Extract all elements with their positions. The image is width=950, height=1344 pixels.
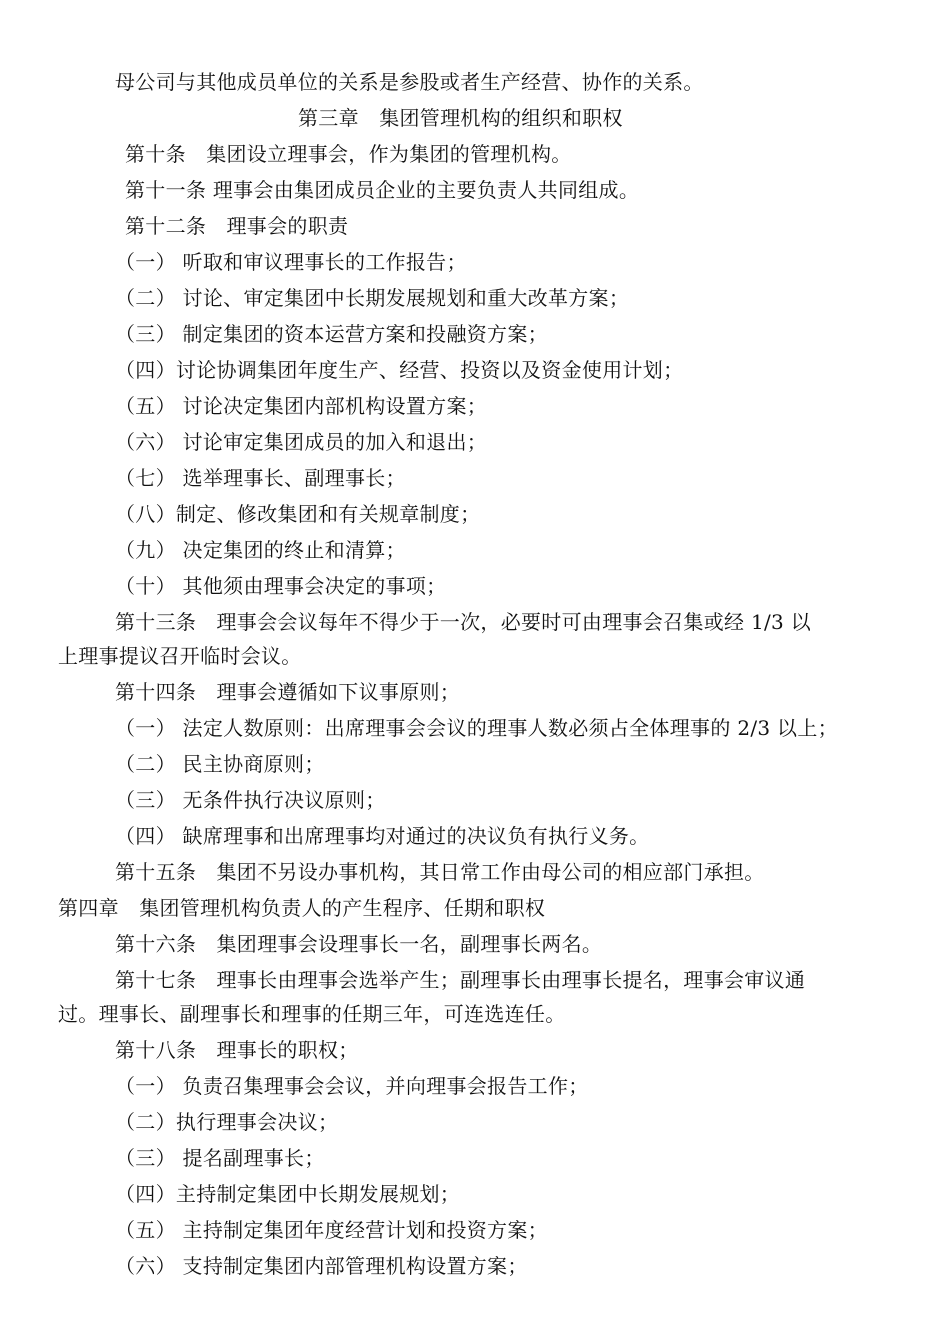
chapter-heading: 第四章 集团管理机构负责人的产生程序、任期和职权 xyxy=(58,896,546,920)
list-item: （六） 支持制定集团内部管理机构设置方案； xyxy=(115,1254,528,1278)
list-item: （一） 听取和审议理事长的工作报告； xyxy=(115,250,467,274)
list-item: （四）讨论协调集团年度生产、经营、投资以及资金使用计划； xyxy=(115,358,684,382)
list-item: （三） 无条件执行决议原则； xyxy=(115,788,386,812)
list-item: （二） 讨论、审定集团中长期发展规划和重大改革方案； xyxy=(115,286,630,310)
list-item: （二）执行理事会决议； xyxy=(115,1110,339,1134)
article-line: 第十二条 理事会的职责 xyxy=(125,214,349,238)
list-item: （五） 主持制定集团年度经营计划和投资方案； xyxy=(115,1218,548,1242)
article-line: 第十三条 理事会会议每年不得少于一次，必要时可由理事会召集或经 1/3 以 xyxy=(115,610,812,634)
list-item: （六） 讨论审定集团成员的加入和退出； xyxy=(115,430,488,454)
article-line: 第十五条 集团不另设办事机构，其日常工作由母公司的相应部门承担。 xyxy=(115,860,765,884)
list-item: （七） 选举理事长、副理事长； xyxy=(115,466,406,490)
list-item: （一） 负责召集理事会会议，并向理事会报告工作； xyxy=(115,1074,589,1098)
list-item: （九） 决定集团的终止和清算； xyxy=(115,538,406,562)
article-line: 第十七条 理事长由理事会选举产生；副理事长由理事长提名，理事会审议通 xyxy=(115,968,806,992)
paragraph-continuation: 过。理事长、副理事长和理事的任期三年，可连选连任。 xyxy=(58,1002,566,1026)
list-item: （五） 讨论决定集团内部机构设置方案； xyxy=(115,394,488,418)
article-line: 第十四条 理事会遵循如下议事原则； xyxy=(115,680,461,704)
article-line: 第十八条 理事长的职权； xyxy=(115,1038,359,1062)
article-line: 第十条 集团设立理事会，作为集团的管理机构。 xyxy=(125,142,572,166)
list-item: （二） 民主协商原则； xyxy=(115,752,325,776)
list-item: （十） 其他须由理事会决定的事项； xyxy=(115,574,447,598)
list-item: （八）制定、修改集团和有关规章制度； xyxy=(115,502,481,526)
list-item: （四）主持制定集团中长期发展规划； xyxy=(115,1182,461,1206)
list-item: （三） 制定集团的资本运营方案和投融资方案； xyxy=(115,322,548,346)
paragraph-continuation: 上理事提议召开临时会议。 xyxy=(58,644,302,668)
list-item: （一） 法定人数原则：出席理事会会议的理事人数必须占全体理事的 2/3 以上； xyxy=(115,716,838,740)
list-item: （四） 缺席理事和出席理事均对通过的决议负有执行义务。 xyxy=(115,824,650,848)
article-line: 第十一条 理事会由集团成员企业的主要负责人共同组成。 xyxy=(125,178,640,202)
chapter-heading: 第三章 集团管理机构的组织和职权 xyxy=(298,106,623,130)
paragraph-line: 母公司与其他成员单位的关系是参股或者生产经营、协作的关系。 xyxy=(115,70,704,94)
article-line: 第十六条 集团理事会设理事长一名，副理事长两名。 xyxy=(115,932,603,956)
list-item: （三） 提名副理事长； xyxy=(115,1146,325,1170)
